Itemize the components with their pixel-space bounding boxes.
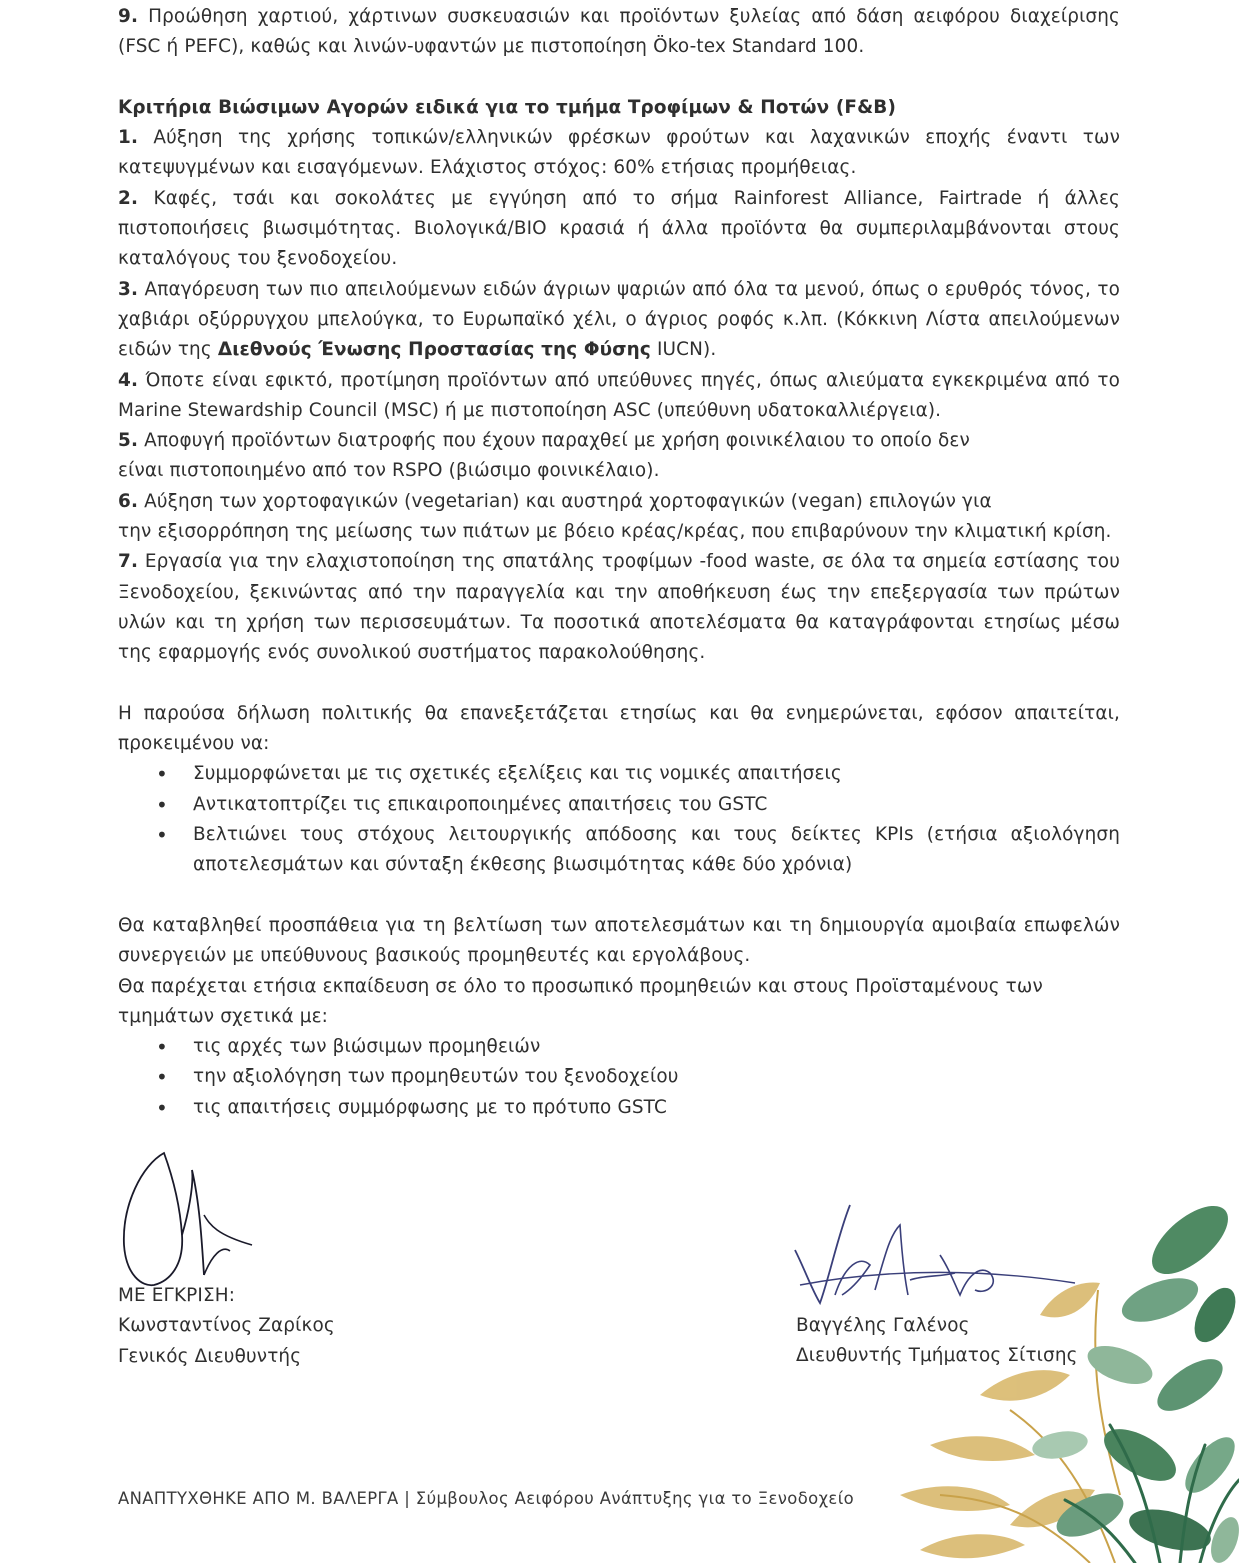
item-text-end: IUCN). bbox=[650, 339, 717, 361]
training-paragraph: Θα παρέχεται ετήσια εκπαίδευση σε όλο το προσωπικό προμηθειών και στους Προϊσταμένους των τμημάτων σχετικά με: bbox=[118, 975, 1043, 1027]
item-text-line-1: Αποφυγή προϊόντων διατροφής που έχουν παραχθεί με χρήση φοινικέλαιου το οποίο δεν bbox=[144, 430, 970, 452]
signatory-title: Διευθυντής Τμήματος Σίτισης bbox=[796, 1345, 1078, 1367]
signatory-name: Βαγγέλης Γαλένος bbox=[796, 1315, 970, 1336]
list-item: • την αξιολόγηση των προμηθευτών του ξενοδοχείου bbox=[193, 1062, 1120, 1092]
list-item: • τις αρχές των βιώσιμων προμηθειών bbox=[193, 1032, 1120, 1062]
item-number: 2. bbox=[118, 187, 139, 209]
footer-credit: ΑΝΑΠΤΥΧΘΗΚΕ ΑΠΟ Μ. ΒΑΛΕΡΓΑ | Σύμβουλος Αειφόρου Ανάπτυξης για το Ξενοδοχείο bbox=[118, 1489, 855, 1508]
training-bullet-list bbox=[118, 1032, 1120, 1123]
signature-left bbox=[112, 1145, 262, 1295]
item-number: 1. bbox=[118, 127, 139, 149]
signature-block-left bbox=[118, 1281, 335, 1372]
fb-item-2 bbox=[118, 184, 1120, 275]
item-9 bbox=[118, 2, 1120, 63]
fb-item-4 bbox=[118, 366, 1120, 427]
iucn-bold-text: Διεθνούς Ένωσης Προστασίας της Φύσης bbox=[217, 339, 651, 361]
fb-item-5 bbox=[118, 426, 1120, 487]
signatory-name: Κωνσταντίνος Ζαρίκος bbox=[118, 1315, 335, 1337]
item-text: Καφές, τσάι και σοκολάτες με εγγύηση από το σήμα Rainforest Alliance, Fairtrade ή άλλες πιστοποιήσεις βιωσιμότητας. Βιολογικά/BIO κρασιά ή άλλα προϊόντα θα συμπεριλαμβάνονται στους καταλόγους του ξενοδοχείου. bbox=[118, 187, 1121, 270]
item-number: 9. bbox=[118, 6, 139, 27]
policy-body bbox=[118, 2, 1120, 1123]
item-text: Εργασία για την ελαχιστοποίηση της σπατάλης τροφίμων -food waste, σε όλα τα σημεία εστίασης του Ξενοδοχείου, ξεκινώντας από την παραγγελία και την αποθήκευση έως την επεξεργασία των πρώτων υλών και τη χρήση των περισσευμάτων. Τα ποσοτικά αποτελέσματα θα καταγράφονται ετησίως μέσω της εφαρμογής ενός συνολικού συστήματος παρακολούθησης. bbox=[118, 551, 1120, 664]
fb-item-1 bbox=[118, 123, 1120, 184]
item-text-line-2: είναι πιστοποιημένο από τον RSPO (βιώσιμο φοινικέλαιο). bbox=[118, 460, 660, 482]
item-text: Προώθηση χαρτιού, χάρτινων συσκευασιών και προϊόντων ξυλείας από δάση αειφόρου διαχείρισης (FSC ή PEFC), καθώς και λινών-υφαντών με πιστοποίηση Öko-tex Standard 100. bbox=[118, 6, 1120, 58]
item-number: 7. bbox=[118, 551, 139, 573]
item-text-line-1: Αύξηση των χορτοφαγικών (vegetarian) και αυστηρά χορτοφαγικών (vegan) επιλογών για bbox=[144, 490, 992, 512]
item-number: 6. bbox=[118, 490, 139, 512]
item-text-line-2: την εξισορρόπηση της μείωσης των πιάτων με βόειο κρέας/κρέας, που επιβαρύνουν την κλιματική κρίση. bbox=[118, 521, 1112, 543]
fb-criteria-heading: Κριτήρια Βιώσιμων Αγορών ειδικά για το τμήμα Τροφίμων & Ποτών (F&B) bbox=[118, 96, 897, 118]
review-intro: Η παρούσα δήλωση πολιτικής θα επανεξετάζεται ετησίως και θα ενημερώνεται, εφόσον απαιτείται, προκειμένου να: bbox=[118, 702, 1120, 755]
item-text: Όποτε είναι εφικτό, προτίμηση προϊόντων από υπεύθυνες πηγές, όπως αλιεύματα εγκεκριμένα από το Marine Stewardship Council (MSC) ή με πιστοποίηση ASC (υπεύθυνη υδατοκαλλιέργεια). bbox=[118, 369, 1120, 421]
list-item: • Συμμορφώνεται με τις σχετικές εξελίξεις και τις νομικές απαιτήσεις bbox=[193, 759, 1120, 789]
item-text: Απαγόρευση των πιο απειλούμενων ειδών άγριων ψαριών από όλα τα μενού, όπως ο ερυθρός τόνος, το χαβιάρι οξύρρυγχου μπελούγκα, το Ευρωπαϊκό χέλι, ο άγριος ροφός κ.λπ. (Κόκκινη Λίστα απειλούμενων ειδών της bbox=[118, 278, 1120, 361]
fb-item-3 bbox=[118, 275, 1120, 366]
fb-item-6 bbox=[118, 487, 1120, 548]
item-number: 3. bbox=[118, 278, 139, 300]
item-text: Αύξηση της χρήσης τοπικών/ελληνικών φρέσκων φρούτων και λαχανικών εποχής έναντι των κατεψυγμένων και εισαγόμενων. Ελάχιστος στόχος: 60% ετήσιας προμήθειας. bbox=[118, 127, 1121, 179]
effort-paragraph: Θα καταβληθεί προσπάθεια για τη βελτίωση των αποτελεσμάτων και τη δημιουργία αμοιβαία επωφελών συνεργειών με υπεύθυνους βασικούς προμηθευτές και εργολάβους. bbox=[118, 914, 1120, 967]
signature-right bbox=[790, 1195, 1080, 1310]
list-item: • Βελτιώνει τους στόχους λειτουργικής απόδοσης και τους δείκτες KPIs (ετήσια αξιολόγηση αποτελεσμάτων και σύνταξη έκθεσης βιωσιμότητας κάθε δύο χρόνια) bbox=[193, 820, 1120, 881]
item-number: 5. bbox=[118, 430, 139, 452]
list-item: • Αντικατοπτρίζει τις επικαιροποιημένες απαιτήσεις του GSTC bbox=[193, 790, 1120, 820]
signature-block-right bbox=[796, 1311, 1078, 1372]
approval-label: ΜΕ ΕΓΚΡΙΣΗ: bbox=[118, 1285, 236, 1306]
list-item: • τις απαιτήσεις συμμόρφωσης με το πρότυπο GSTC bbox=[193, 1093, 1120, 1123]
item-number: 4. bbox=[118, 369, 139, 391]
review-bullet-list bbox=[118, 759, 1120, 880]
fb-item-7 bbox=[118, 547, 1120, 668]
signatory-title: Γενικός Διευθυντής bbox=[118, 1345, 302, 1367]
